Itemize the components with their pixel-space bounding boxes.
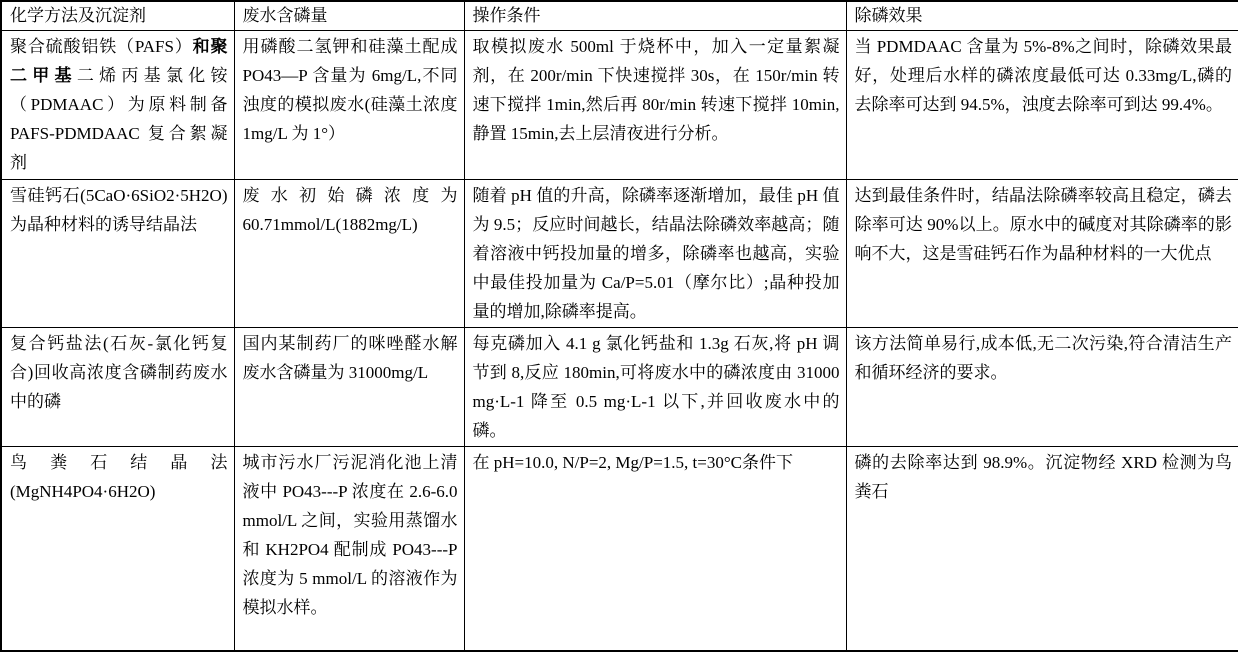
table-cell [234, 31, 464, 180]
table-cell [464, 447, 846, 651]
table-cell [234, 180, 464, 328]
cell-text: 当 PDMDAAC 含量为 5%-8%之间时，除磷效果最好，处理后水样的磷浓度最低可达 0.33mg/L,磷的去除率可达到 94.5%，浊度去除率可到达 99.4%。 [854, 37, 1232, 114]
column-header: 除磷效果 [846, 1, 1238, 31]
header-row [1, 1, 1238, 31]
table-cell [1, 31, 234, 180]
cell-text: 取模拟废水 500ml 于烧杯中，加入一定量絮凝剂，在 200r/min 下快速搅拌 30s，在 150r/min 转速下搅拌 1min,然后再 80r/min 转速下搅拌 10min,静置 15min,去上层清夜进行分析。 [472, 37, 840, 143]
table-cell [234, 328, 464, 447]
table-cell [234, 447, 464, 651]
column-header: 操作条件 [464, 1, 846, 31]
cell-text: 二烯丙基氯化铵（PDMAAC）为原料制备 PAFS-PDMDAAC 复合絮凝剂 [10, 66, 228, 172]
cell-text: 磷的去除率达到 98.9%。沉淀物经 XRD 检测为鸟粪石 [854, 453, 1232, 501]
cell-text: 雪硅钙石(5CaO·6SiO2·5H2O)为晶种材料的诱导结晶法 [10, 186, 228, 234]
table-row [1, 328, 1238, 447]
table-cell [1, 447, 234, 651]
cell-text: 城市污水厂污泥消化池上清液中 PO43---P 浓度在 2.6-6.0 mmol/L 之间，实验用蒸馏水和 KH2PO4 配制成 PO43---P 浓度为 5 mmol/L 的溶液作为模拟水样。 [242, 453, 458, 617]
cell-text: 随着 pH 值的升高，除磷率逐渐增加，最佳 pH 值为 9.5；反应时间越长，结晶法除磷效率越高；随着溶液中钙投加量的增多，除磷率也越高，实验中最佳投加量为 Ca/P=5.01（摩尔比）;晶种投加量的增加,除磷率提高。 [472, 186, 840, 321]
table-cell [464, 31, 846, 180]
table-cell [846, 31, 1238, 180]
table-cell [1, 180, 234, 328]
cell-text: 聚合硫酸铝铁（PAFS） [10, 37, 193, 56]
column-header: 废水含磷量 [234, 1, 464, 31]
cell-text: 达到最佳条件时，结晶法除磷率较高且稳定，磷去除率可达 90%以上。原水中的碱度对其除磷率的影响不大，这是雪硅钙石作为晶种材料的一大优点 [854, 186, 1232, 263]
cell-text: 鸟粪石结晶法(MgNH4PO4·6H2O) [10, 453, 228, 501]
cell-text: 用磷酸二氢钾和硅藻土配成 PO43—P 含量为 6mg/L,不同浊度的模拟废水(硅藻土浓度 1mg/L 为 1°） [242, 37, 458, 143]
table-cell [1, 328, 234, 447]
table-body [1, 31, 1238, 651]
cell-text: 每克磷加入 4.1 g 氯化钙盐和 1.3g 石灰,将 pH 调节到 8,反应 180min,可将废水中的磷浓度由 31000 mg·L-1 降至 0.5 mg·L-1 以下,并回收废水中的磷。 [472, 334, 840, 440]
table-row [1, 31, 1238, 180]
table-cell [464, 180, 846, 328]
table-cell [846, 447, 1238, 651]
cell-text: 在 pH=10.0, N/P=2, Mg/P=1.5, t=30°C条件下 [472, 453, 793, 472]
table-row [1, 180, 1238, 328]
cell-text: 废水初始磷浓度为 60.71mmol/L(1882mg/L) [242, 186, 458, 234]
cell-text: 复合钙盐法(石灰-氯化钙复合)回收高浓度含磷制药废水中的磷 [10, 334, 228, 411]
table-row [1, 447, 1238, 651]
table-cell [846, 180, 1238, 328]
cell-text-bold: 和聚二甲基 [10, 37, 228, 85]
column-header: 化学方法及沉淀剂 [1, 1, 234, 31]
cell-text: 国内某制药厂的咪唑醛水解废水含磷量为 31000mg/L [242, 334, 458, 382]
cell-text: 该方法简单易行,成本低,无二次污染,符合清洁生产和循环经济的要求。 [854, 334, 1232, 382]
table-header [1, 1, 1238, 31]
table-cell [846, 328, 1238, 447]
table-cell [464, 328, 846, 447]
